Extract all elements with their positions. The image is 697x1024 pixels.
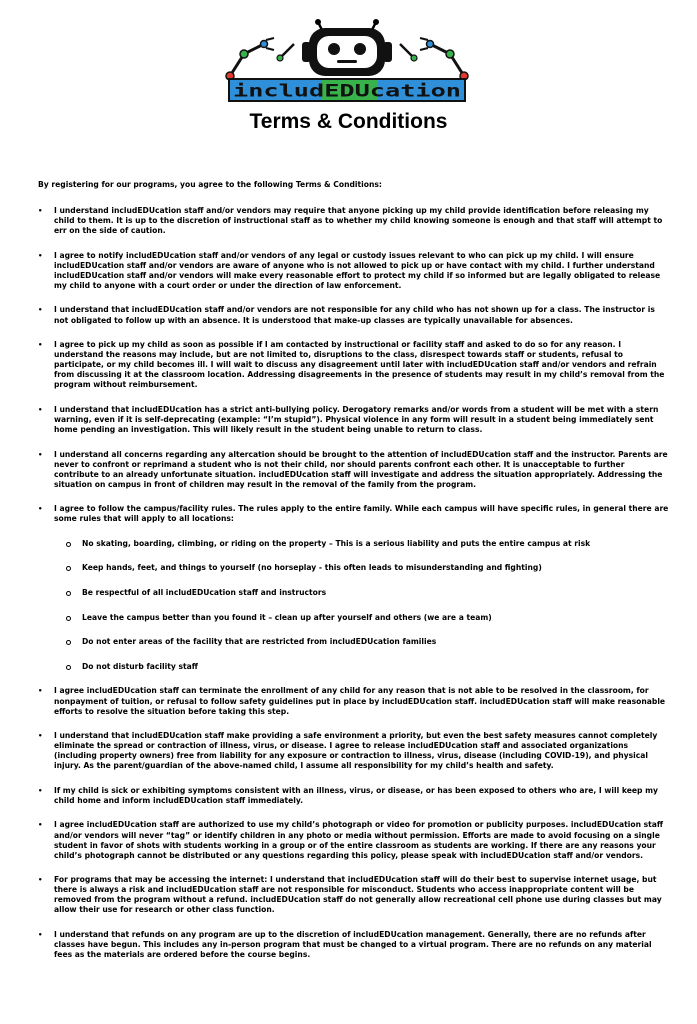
intro-text: By registering for our programs, you agree to the following Terms & Conditions:: [38, 180, 382, 189]
campus-rule-text: Do not disturb facility staff: [82, 661, 198, 671]
term-item: [38, 405, 670, 435]
term-text: I understand includEDUcation staff and/or vendors may require that anyone picking up my child provide identification before releasing my child to them. It is up to the discretion of instructional staff as to whether my child knowing someone is enough and that staff will attempt to err on the side of caution.: [54, 206, 663, 236]
term-text: I understand that includEDUcation staff and/or vendors are not responsible for any child who has not shown up for a class. The instructor is not obligated to follow up with an absence. It is understood that make-up classes are typically unavailable for absences.: [54, 305, 655, 325]
term-text: I understand that includEDUcation has a strict anti-bullying policy. Derogatory remarks and/or words from a student will be met with a stern warning, even if it is self-deprecating (example: “I’m stupid”). Physical violence in any form will result in a student being immediately sent home pending an investigation. This will likely result in the student being unable to return to class.: [54, 404, 659, 435]
campus-rule-item: [54, 613, 670, 623]
bullet-icon: •: [38, 341, 43, 350]
term-text: I understand all concerns regarding any altercation should be brought to the attention of includEDUcation staff and the instructor. Parents are never to confront or reprimand a student who is not their child, nor should parents confront each other. It is unacceptable to further contribute to an already unfortunate situation. includEDUcation staff will investigate and address the situation appropriately. Addressing the situation on campus in front of children may result in the removal of the family from the program.: [54, 449, 668, 489]
campus-rule-item: [54, 637, 670, 647]
term-text: I agree to follow the campus/facility rules. The rules apply to the entire family. While each campus will have specific rules, in general there are some rules that will apply to all locations:: [54, 504, 669, 524]
bullet-icon: •: [38, 405, 43, 414]
circle-bullet-icon: [66, 640, 71, 645]
campus-rule-text: Keep hands, feet, and things to yourself (no horseplay - this often leads to misunderstanding and fighting): [82, 563, 542, 573]
logo-wordmark: includEDUcation: [233, 81, 461, 102]
bullet-icon: •: [38, 207, 43, 215]
right-robot-arm-icon: [400, 38, 468, 80]
bullet-icon: •: [38, 930, 43, 939]
term-item: [38, 820, 670, 860]
bullet-icon: •: [38, 251, 43, 260]
bullet-icon: •: [38, 450, 43, 459]
bullet-icon: •: [38, 876, 43, 885]
term-item: [38, 206, 670, 236]
term-item: [38, 305, 670, 325]
term-item: [38, 930, 670, 960]
term-text: For programs that may be accessing the internet: I understand that includEDUcation staff will do their best to supervise internet usage, but there is always a risk and includEDUcation staff are not responsible for misconduct. Students who access inappropriate content will be removed from the program without a refund. includEDUcation staff do not generally allow recreational cell phone use during classes but may allow their use for research or other class function.: [54, 875, 662, 915]
circle-bullet-icon: [66, 616, 71, 621]
campus-rule-item: [54, 539, 670, 549]
term-item-campus-rules: [38, 504, 670, 672]
campus-rule-text: Do not enter areas of the facility that are restricted from includEDUcation families: [82, 637, 437, 647]
circle-bullet-icon: [66, 566, 71, 571]
term-text: I agree includEDUcation staff are authorized to use my child’s photograph or video for promotion or publicity purposes. includEDUcation staff and/or vendors will never “tag” or identify children in any photo or media without permission. Efforts are made to avoid focusing on a single student in favor of shots with students working in a group or of the entire classroom as students are working. If there are any reasons your child’s photograph cannot be distributed or any questions regarding this policy, please speak with includEDUcation staff and/or vendors.: [54, 820, 664, 860]
term-text: I agree to pick up my child as soon as possible if I am contacted by instructional or facility staff and asked to do so for any reason. I understand the reasons may include, but are not limited to, disruptions to the class, disrespect towards staff or students, refusal to participate, or my child becomes ill. I will wait to discuss any disagreement until later with includEDUcation staff and/or vendors and refrain from discussing it at the classroom location. Addressing disagreements in the presence of students may result in my child’s removal from the program without reimbursement.: [54, 340, 665, 390]
term-text: I agree includEDUcation staff can terminate the enrollment of any child for any reason that is not able to be resolved in the classroom, for nonpayment of tuition, or refusal to follow safety guidelines put in place by includEDUcation staff. includEDUcation staff will make reasonable efforts to resolve the situation before taking this step.: [54, 686, 666, 716]
term-item: [38, 731, 670, 771]
term-text: I understand that includEDUcation staff make providing a safe environment a priority, but even the best safety measures cannot completely eliminate the spread or contraction of illness, virus, or disease. I agree to release includEDUcation staff and associated organizations (including property owners) free from liability for any exposure or contraction to illness, virus, disease (including COVID-19), and physical injury. As the parent/guardian of the above-named child, I assume all responsibility for my child’s health and safety.: [54, 731, 658, 771]
bullet-icon: •: [38, 505, 43, 514]
campus-rule-item: [54, 563, 670, 573]
bullet-icon: •: [38, 821, 43, 830]
left-robot-arm-icon: [226, 38, 294, 80]
term-item: [38, 686, 670, 716]
terms-list: [38, 206, 670, 975]
robot-head-icon: [302, 19, 392, 76]
circle-bullet-icon: [66, 665, 71, 670]
bullet-icon: •: [38, 786, 43, 795]
campus-rules-list: [54, 539, 670, 673]
campus-rule-text: No skating, boarding, climbing, or riding on the property – This is a serious liability and puts the entire campus at risk: [82, 538, 591, 548]
bullet-icon: •: [38, 306, 43, 315]
campus-rule-text: Leave the campus better than you found it – clean up after yourself and others (we are a team): [82, 612, 492, 622]
campus-rule-text: Be respectful of all includEDUcation staff and instructors: [82, 587, 327, 597]
term-text: I agree to notify includEDUcation staff and/or vendors of any legal or custody issues relevant to who can pick up my child. I will ensure includEDUcation staff and/or vendors are aware of anyone who is not allowed to pick up or have contact with my child. I further understand includEDUcation staff and/or vendors will make every reasonable effort to protect my child if so informed but are legally obligated to release my child to anyone with a court order or under the direction of law enforcement.: [54, 250, 661, 290]
term-item: [38, 875, 670, 915]
page-title: Terms & Conditions: [249, 110, 448, 133]
term-item: [38, 786, 670, 806]
term-item: [38, 340, 670, 390]
bullet-icon: •: [38, 687, 43, 696]
term-item: [38, 251, 670, 291]
term-text: I understand that refunds on any program are up to the discretion of includEDUcation management. Generally, there are no refunds after classes have begun. This includes any in-person program that must be changed to a virtual program. There are no refunds on any material fees as the materials are ordered before the course begins.: [54, 929, 652, 960]
includeducation-logo: [222, 18, 472, 106]
term-item: [38, 450, 670, 490]
campus-rule-item: [54, 588, 670, 598]
circle-bullet-icon: [66, 591, 71, 596]
campus-rule-item: [54, 662, 670, 672]
circle-bullet-icon: [66, 542, 71, 547]
term-text: If my child is sick or exhibiting symptoms consistent with an illness, virus, or disease, or has been exposed to others who are, I will keep my child home and inform includEDUcation staff immediately.: [54, 785, 658, 805]
bullet-icon: •: [38, 732, 43, 741]
